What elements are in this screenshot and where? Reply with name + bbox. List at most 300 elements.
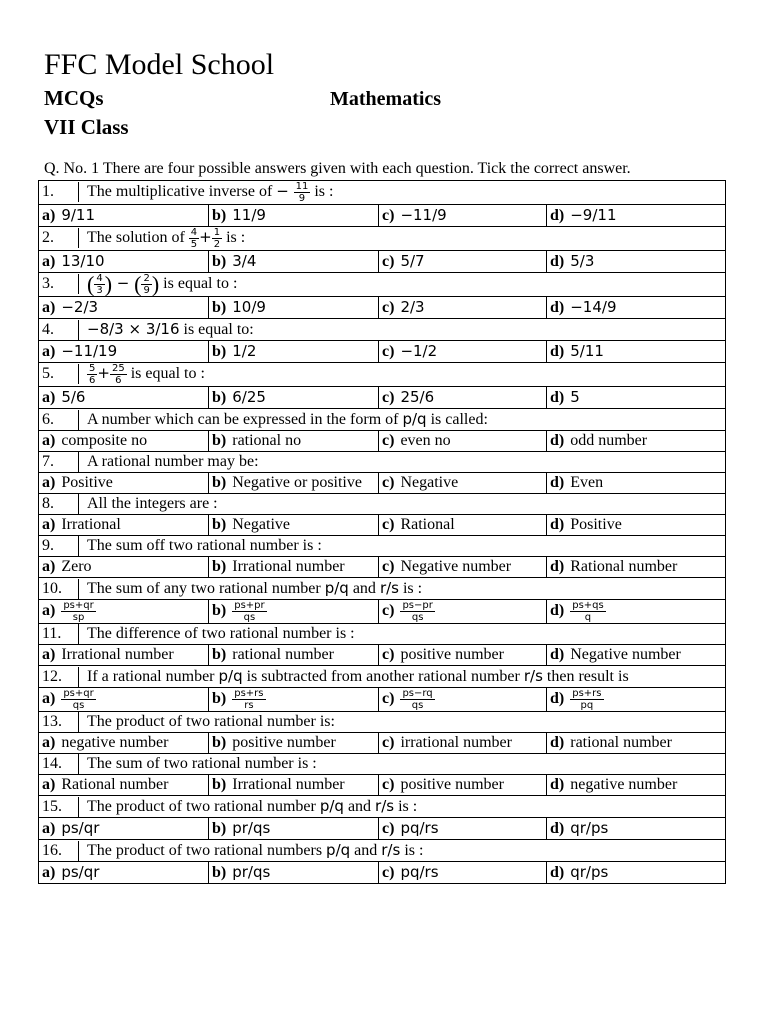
question-number: 7. — [42, 452, 79, 472]
math-expr: p/q — [402, 410, 427, 428]
denominator: sp — [72, 612, 85, 623]
option-a[interactable] — [39, 733, 209, 754]
question-text: All the integers are : — [87, 495, 218, 512]
numerator: ps−rq — [402, 688, 433, 699]
option-c[interactable] — [379, 431, 547, 452]
option-label: c) — [382, 253, 395, 270]
option-fraction — [61, 688, 95, 711]
operator: + — [97, 364, 110, 383]
question-row — [39, 319, 726, 341]
fraction — [87, 363, 97, 386]
option-label: b) — [212, 389, 227, 406]
option-text: 25/6 — [400, 388, 435, 406]
option-label: d) — [550, 734, 565, 751]
option-b[interactable] — [209, 645, 379, 666]
option-d[interactable] — [547, 387, 726, 409]
option-b[interactable] — [209, 733, 379, 754]
fraction — [189, 227, 199, 250]
question-text: If a rational number p/q is subtracted from another rational number r/s then result is — [87, 667, 629, 685]
question-number: 10. — [42, 579, 79, 599]
option-text: 6/25 — [232, 388, 266, 406]
options-row — [39, 205, 726, 227]
question-cell — [39, 409, 726, 431]
option-text: ps/qr — [61, 863, 100, 881]
option-text: Negative — [400, 474, 459, 491]
option-text: pq/rs — [400, 819, 439, 837]
option-fraction — [400, 600, 434, 623]
option-a[interactable] — [39, 341, 209, 363]
option-label: a) — [42, 558, 56, 575]
option-text: 1/2 — [232, 342, 257, 360]
question-number: 14. — [42, 754, 79, 774]
question-text: $\frac{5}{6}$ + $\frac{25}{6}$ is equal to : — [89, 363, 205, 386]
option-d[interactable] — [547, 557, 726, 578]
paren: ( — [134, 271, 142, 297]
question-cell — [39, 494, 726, 515]
option-c[interactable] — [379, 251, 547, 273]
option-d[interactable] — [547, 688, 726, 712]
option-label: b) — [212, 646, 227, 663]
option-label: b) — [212, 474, 227, 491]
denominator: 3 — [96, 285, 103, 296]
option-text: 5/3 — [570, 252, 595, 270]
option-a[interactable] — [39, 688, 209, 712]
option-d[interactable] — [547, 818, 726, 840]
option-b[interactable] — [209, 251, 379, 273]
math-expr: p/q — [218, 667, 243, 685]
question-row — [39, 578, 726, 600]
question-text: The sum of any two rational number p/q and r/s is : — [87, 579, 423, 597]
option-label: d) — [550, 646, 565, 663]
option-a[interactable] — [39, 431, 209, 452]
paren: ) — [151, 271, 160, 297]
question-row — [39, 452, 726, 473]
option-a[interactable] — [39, 645, 209, 666]
option-text: −9/11 — [570, 206, 617, 224]
option-text: rational no — [232, 432, 302, 449]
option-text: negative number — [570, 776, 678, 793]
option-label: c) — [382, 602, 395, 620]
option-text: Rational number — [570, 558, 678, 575]
option-label: b) — [212, 432, 227, 449]
option-a[interactable] — [39, 600, 209, 624]
numerator: 4 — [96, 273, 103, 284]
question-cell — [39, 273, 726, 297]
option-b[interactable] — [209, 341, 379, 363]
option-fraction — [232, 688, 265, 711]
options-row — [39, 431, 726, 452]
option-text: 2/3 — [400, 298, 425, 316]
numerator: 25 — [111, 363, 125, 374]
options-row — [39, 473, 726, 494]
question-text: The product of two rational number is: — [87, 713, 335, 730]
question-cell — [39, 624, 726, 645]
option-text: irrational number — [400, 734, 512, 751]
option-b[interactable] — [209, 205, 379, 227]
option-label: a) — [42, 343, 56, 360]
option-label: c) — [382, 776, 395, 793]
option-label: d) — [550, 516, 565, 533]
option-a[interactable] — [39, 557, 209, 578]
question-text: The multiplicative inverse of − $\frac{11}{9}$ is : — [87, 181, 334, 204]
option-text: rational number — [570, 734, 672, 751]
denominator: qs — [411, 700, 424, 711]
option-text: qr/ps — [570, 819, 609, 837]
options-row — [39, 387, 726, 409]
option-c[interactable] — [379, 645, 547, 666]
option-label: b) — [212, 253, 227, 270]
question-row — [39, 536, 726, 557]
option-label: b) — [212, 207, 227, 224]
question-text: The sum of two rational number is : — [87, 755, 317, 772]
option-label: c) — [382, 558, 395, 575]
option-label: a) — [42, 734, 56, 751]
question-cell — [39, 227, 726, 251]
question-text: A number which can be expressed in the form of p/q is called: — [87, 410, 488, 428]
denominator: 6 — [89, 375, 96, 386]
option-text: −11/9 — [400, 206, 447, 224]
option-d[interactable] — [547, 473, 726, 494]
question-text: The solution of $\frac{4}{5}$ + $\frac{1}{2}$ is : — [87, 227, 246, 250]
option-text: odd number — [570, 432, 648, 449]
option-c[interactable] — [379, 205, 547, 227]
option-c[interactable] — [379, 515, 547, 536]
option-d[interactable] — [547, 205, 726, 227]
option-label: c) — [382, 864, 395, 881]
option-c[interactable] — [379, 688, 547, 712]
option-text: Rational number — [61, 776, 169, 793]
question-cell — [39, 754, 726, 775]
option-label: b) — [212, 558, 227, 575]
option-text: Negative number — [400, 558, 512, 575]
question-number: 9. — [42, 536, 79, 556]
option-a[interactable] — [39, 297, 209, 319]
option-text: ps/qr — [61, 819, 100, 837]
option-text: positive number — [400, 776, 504, 793]
operator: − — [112, 274, 135, 293]
options-row — [39, 818, 726, 840]
denominator: 9 — [143, 285, 150, 296]
option-text: even no — [400, 432, 451, 449]
option-label: d) — [550, 864, 565, 881]
option-text: Zero — [61, 558, 92, 575]
option-a[interactable] — [39, 251, 209, 273]
denominator: 5 — [190, 239, 198, 250]
option-text: 13/10 — [61, 252, 105, 270]
option-d[interactable] — [547, 431, 726, 452]
option-label: c) — [382, 474, 395, 491]
option-b[interactable] — [209, 775, 379, 796]
option-text: Irrational — [61, 516, 121, 533]
option-c[interactable] — [379, 387, 547, 409]
option-c[interactable] — [379, 600, 547, 624]
question-row — [39, 409, 726, 431]
fraction — [141, 273, 151, 296]
option-c[interactable] — [379, 775, 547, 796]
numerator: 4 — [190, 227, 198, 238]
options-row — [39, 688, 726, 712]
option-label: c) — [382, 734, 395, 751]
question-number: 5. — [42, 364, 79, 384]
option-d[interactable] — [547, 251, 726, 273]
option-text: 5/7 — [400, 252, 425, 270]
option-fraction — [232, 600, 266, 623]
question-cell — [39, 796, 726, 818]
denominator: 2 — [213, 239, 221, 250]
numerator: 1 — [213, 227, 221, 238]
options-row — [39, 775, 726, 796]
option-text: rational number — [232, 646, 334, 663]
question-number: 6. — [42, 410, 79, 430]
option-label: b) — [212, 343, 227, 360]
option-d[interactable] — [547, 600, 726, 624]
math-expr: p/q — [319, 797, 344, 815]
options-row — [39, 557, 726, 578]
option-label: d) — [550, 432, 565, 449]
math-expr: r/s — [375, 797, 395, 815]
option-fraction — [400, 688, 434, 711]
option-label: a) — [42, 207, 56, 224]
option-label: a) — [42, 253, 56, 270]
option-text: Negative — [232, 516, 290, 533]
question-row — [39, 840, 726, 862]
option-label: b) — [212, 820, 227, 837]
option-label: d) — [550, 776, 565, 793]
question-row — [39, 494, 726, 515]
question-cell — [39, 181, 726, 205]
options-row — [39, 862, 726, 884]
denominator: 6 — [115, 375, 122, 386]
sign: − — [276, 182, 294, 201]
option-label: b) — [212, 516, 227, 533]
question-row — [39, 181, 726, 205]
option-b[interactable] — [209, 818, 379, 840]
option-label: d) — [550, 389, 565, 406]
option-label: a) — [42, 646, 56, 663]
option-text: Negative number — [570, 646, 681, 663]
math-expr: p/q — [326, 841, 351, 859]
option-text: Irrational number — [232, 558, 345, 575]
question-number: 12. — [42, 667, 79, 687]
math-expr: −8/3 × 3/16 — [87, 320, 180, 338]
question-number: 15. — [42, 797, 79, 817]
option-b[interactable] — [209, 387, 379, 409]
option-label: c) — [382, 207, 395, 224]
option-text: positive number — [232, 734, 336, 751]
question-row — [39, 273, 726, 297]
options-row — [39, 645, 726, 666]
math-expr: p/q — [324, 579, 349, 597]
option-a[interactable] — [39, 205, 209, 227]
options-row — [39, 600, 726, 624]
option-b[interactable] — [209, 862, 379, 884]
question-text: The difference of two rational number is : — [87, 625, 355, 642]
option-text: 11/9 — [232, 206, 266, 224]
question-text: −8/3 × 3/16 is equal to: — [87, 320, 254, 338]
option-b[interactable] — [209, 515, 379, 536]
question-text: The sum off two rational number is : — [87, 537, 322, 554]
question-row — [39, 754, 726, 775]
question-cell — [39, 840, 726, 862]
option-label: c) — [382, 389, 395, 406]
question-number: 4. — [42, 320, 79, 340]
question-text: ( $\frac{4}{3}$ ) − ( $\frac{2}{9}$ ) is equal to : — [87, 271, 238, 297]
option-c[interactable] — [379, 473, 547, 494]
options-row — [39, 515, 726, 536]
option-text: pq/rs — [400, 863, 439, 881]
numerator: 2 — [143, 273, 150, 284]
option-label: c) — [382, 646, 395, 663]
fraction — [94, 273, 104, 296]
option-b[interactable] — [209, 600, 379, 624]
option-c[interactable] — [379, 818, 547, 840]
options-row — [39, 341, 726, 363]
option-d[interactable] — [547, 862, 726, 884]
option-label: c) — [382, 516, 395, 533]
option-text: pr/qs — [232, 819, 271, 837]
option-a[interactable] — [39, 862, 209, 884]
question-number: 1. — [42, 182, 79, 202]
option-text: 9/11 — [61, 206, 96, 224]
numerator: 5 — [89, 363, 96, 374]
option-label: b) — [212, 776, 227, 793]
option-text: Rational — [400, 516, 455, 533]
option-b[interactable] — [209, 557, 379, 578]
question-number: 13. — [42, 712, 79, 732]
option-text: −14/9 — [570, 298, 617, 316]
option-b[interactable] — [209, 473, 379, 494]
numerator: ps+rs — [234, 688, 264, 699]
option-label: c) — [382, 343, 395, 360]
option-label: b) — [212, 864, 227, 881]
option-a[interactable] — [39, 387, 209, 409]
option-c[interactable] — [379, 862, 547, 884]
option-d[interactable] — [547, 645, 726, 666]
option-text: −1/2 — [400, 342, 438, 360]
option-label: c) — [382, 432, 395, 449]
paren: ) — [104, 271, 113, 297]
option-c[interactable] — [379, 557, 547, 578]
question-number: 2. — [42, 228, 79, 248]
denominator: pq — [580, 700, 594, 711]
option-label: a) — [42, 690, 56, 708]
school-name: FFC Model School — [44, 48, 275, 81]
option-b[interactable] — [209, 431, 379, 452]
option-label: c) — [382, 299, 395, 316]
option-d[interactable] — [547, 297, 726, 319]
option-text: 5/6 — [61, 388, 86, 406]
options-row — [39, 251, 726, 273]
options-row — [39, 297, 726, 319]
class-label: VII Class — [44, 115, 129, 139]
denominator: qs — [243, 612, 256, 623]
option-text: Positive — [570, 516, 622, 533]
option-fraction — [570, 600, 606, 623]
option-a[interactable] — [39, 473, 209, 494]
option-label: a) — [42, 820, 56, 837]
option-label: d) — [550, 343, 565, 360]
question-number: 8. — [42, 494, 79, 514]
option-label: d) — [550, 474, 565, 491]
option-text: pr/qs — [232, 863, 271, 881]
option-label: a) — [42, 389, 56, 406]
option-text: positive number — [400, 646, 504, 663]
question-number: 3. — [42, 274, 79, 294]
option-d[interactable] — [547, 515, 726, 536]
option-c[interactable] — [379, 733, 547, 754]
question-row — [39, 624, 726, 645]
fraction — [212, 227, 222, 250]
numerator: ps−pr — [402, 600, 433, 611]
question-cell — [39, 578, 726, 600]
option-label: d) — [550, 690, 565, 708]
fraction — [110, 363, 127, 386]
option-d[interactable] — [547, 341, 726, 363]
question-row — [39, 363, 726, 387]
option-label: d) — [550, 253, 565, 270]
numerator: 11 — [295, 181, 309, 192]
denominator: rs — [244, 700, 254, 711]
question-cell — [39, 712, 726, 733]
question-cell — [39, 319, 726, 341]
option-fraction — [61, 600, 95, 623]
operator: + — [199, 228, 212, 247]
option-label: a) — [42, 299, 56, 316]
question-row — [39, 227, 726, 251]
mcq-table — [38, 180, 726, 884]
option-d[interactable] — [547, 775, 726, 796]
option-b[interactable] — [209, 688, 379, 712]
numerator: ps+qr — [63, 600, 94, 611]
question-cell — [39, 536, 726, 557]
option-a[interactable] — [39, 775, 209, 796]
option-label: d) — [550, 602, 565, 620]
option-label: a) — [42, 776, 56, 793]
option-label: c) — [382, 820, 395, 837]
question-number: 11. — [42, 624, 79, 644]
option-b[interactable] — [209, 297, 379, 319]
option-text: qr/ps — [570, 863, 609, 881]
math-expr: r/s — [381, 841, 401, 859]
option-label: a) — [42, 516, 56, 533]
option-a[interactable] — [39, 818, 209, 840]
option-label: a) — [42, 602, 56, 620]
option-label: b) — [212, 734, 227, 751]
option-text: −2/3 — [61, 298, 99, 316]
option-text: 5/11 — [570, 342, 604, 360]
fraction — [294, 181, 311, 204]
numerator: ps+qr — [63, 688, 94, 699]
options-row — [39, 733, 726, 754]
option-c[interactable] — [379, 297, 547, 319]
option-text: Even — [570, 474, 604, 491]
question-row — [39, 712, 726, 733]
option-text: −11/19 — [61, 342, 118, 360]
option-label: b) — [212, 602, 227, 620]
option-text: composite no — [61, 432, 148, 449]
option-fraction — [570, 688, 603, 711]
math-expr: r/s — [379, 579, 399, 597]
option-text: Irrational number — [232, 776, 345, 793]
question-cell — [39, 363, 726, 387]
option-label: d) — [550, 299, 565, 316]
option-c[interactable] — [379, 341, 547, 363]
question-row — [39, 666, 726, 688]
option-d[interactable] — [547, 733, 726, 754]
question-text: A rational number may be: — [87, 453, 259, 470]
option-text: Negative or positive — [232, 474, 362, 491]
option-a[interactable] — [39, 515, 209, 536]
